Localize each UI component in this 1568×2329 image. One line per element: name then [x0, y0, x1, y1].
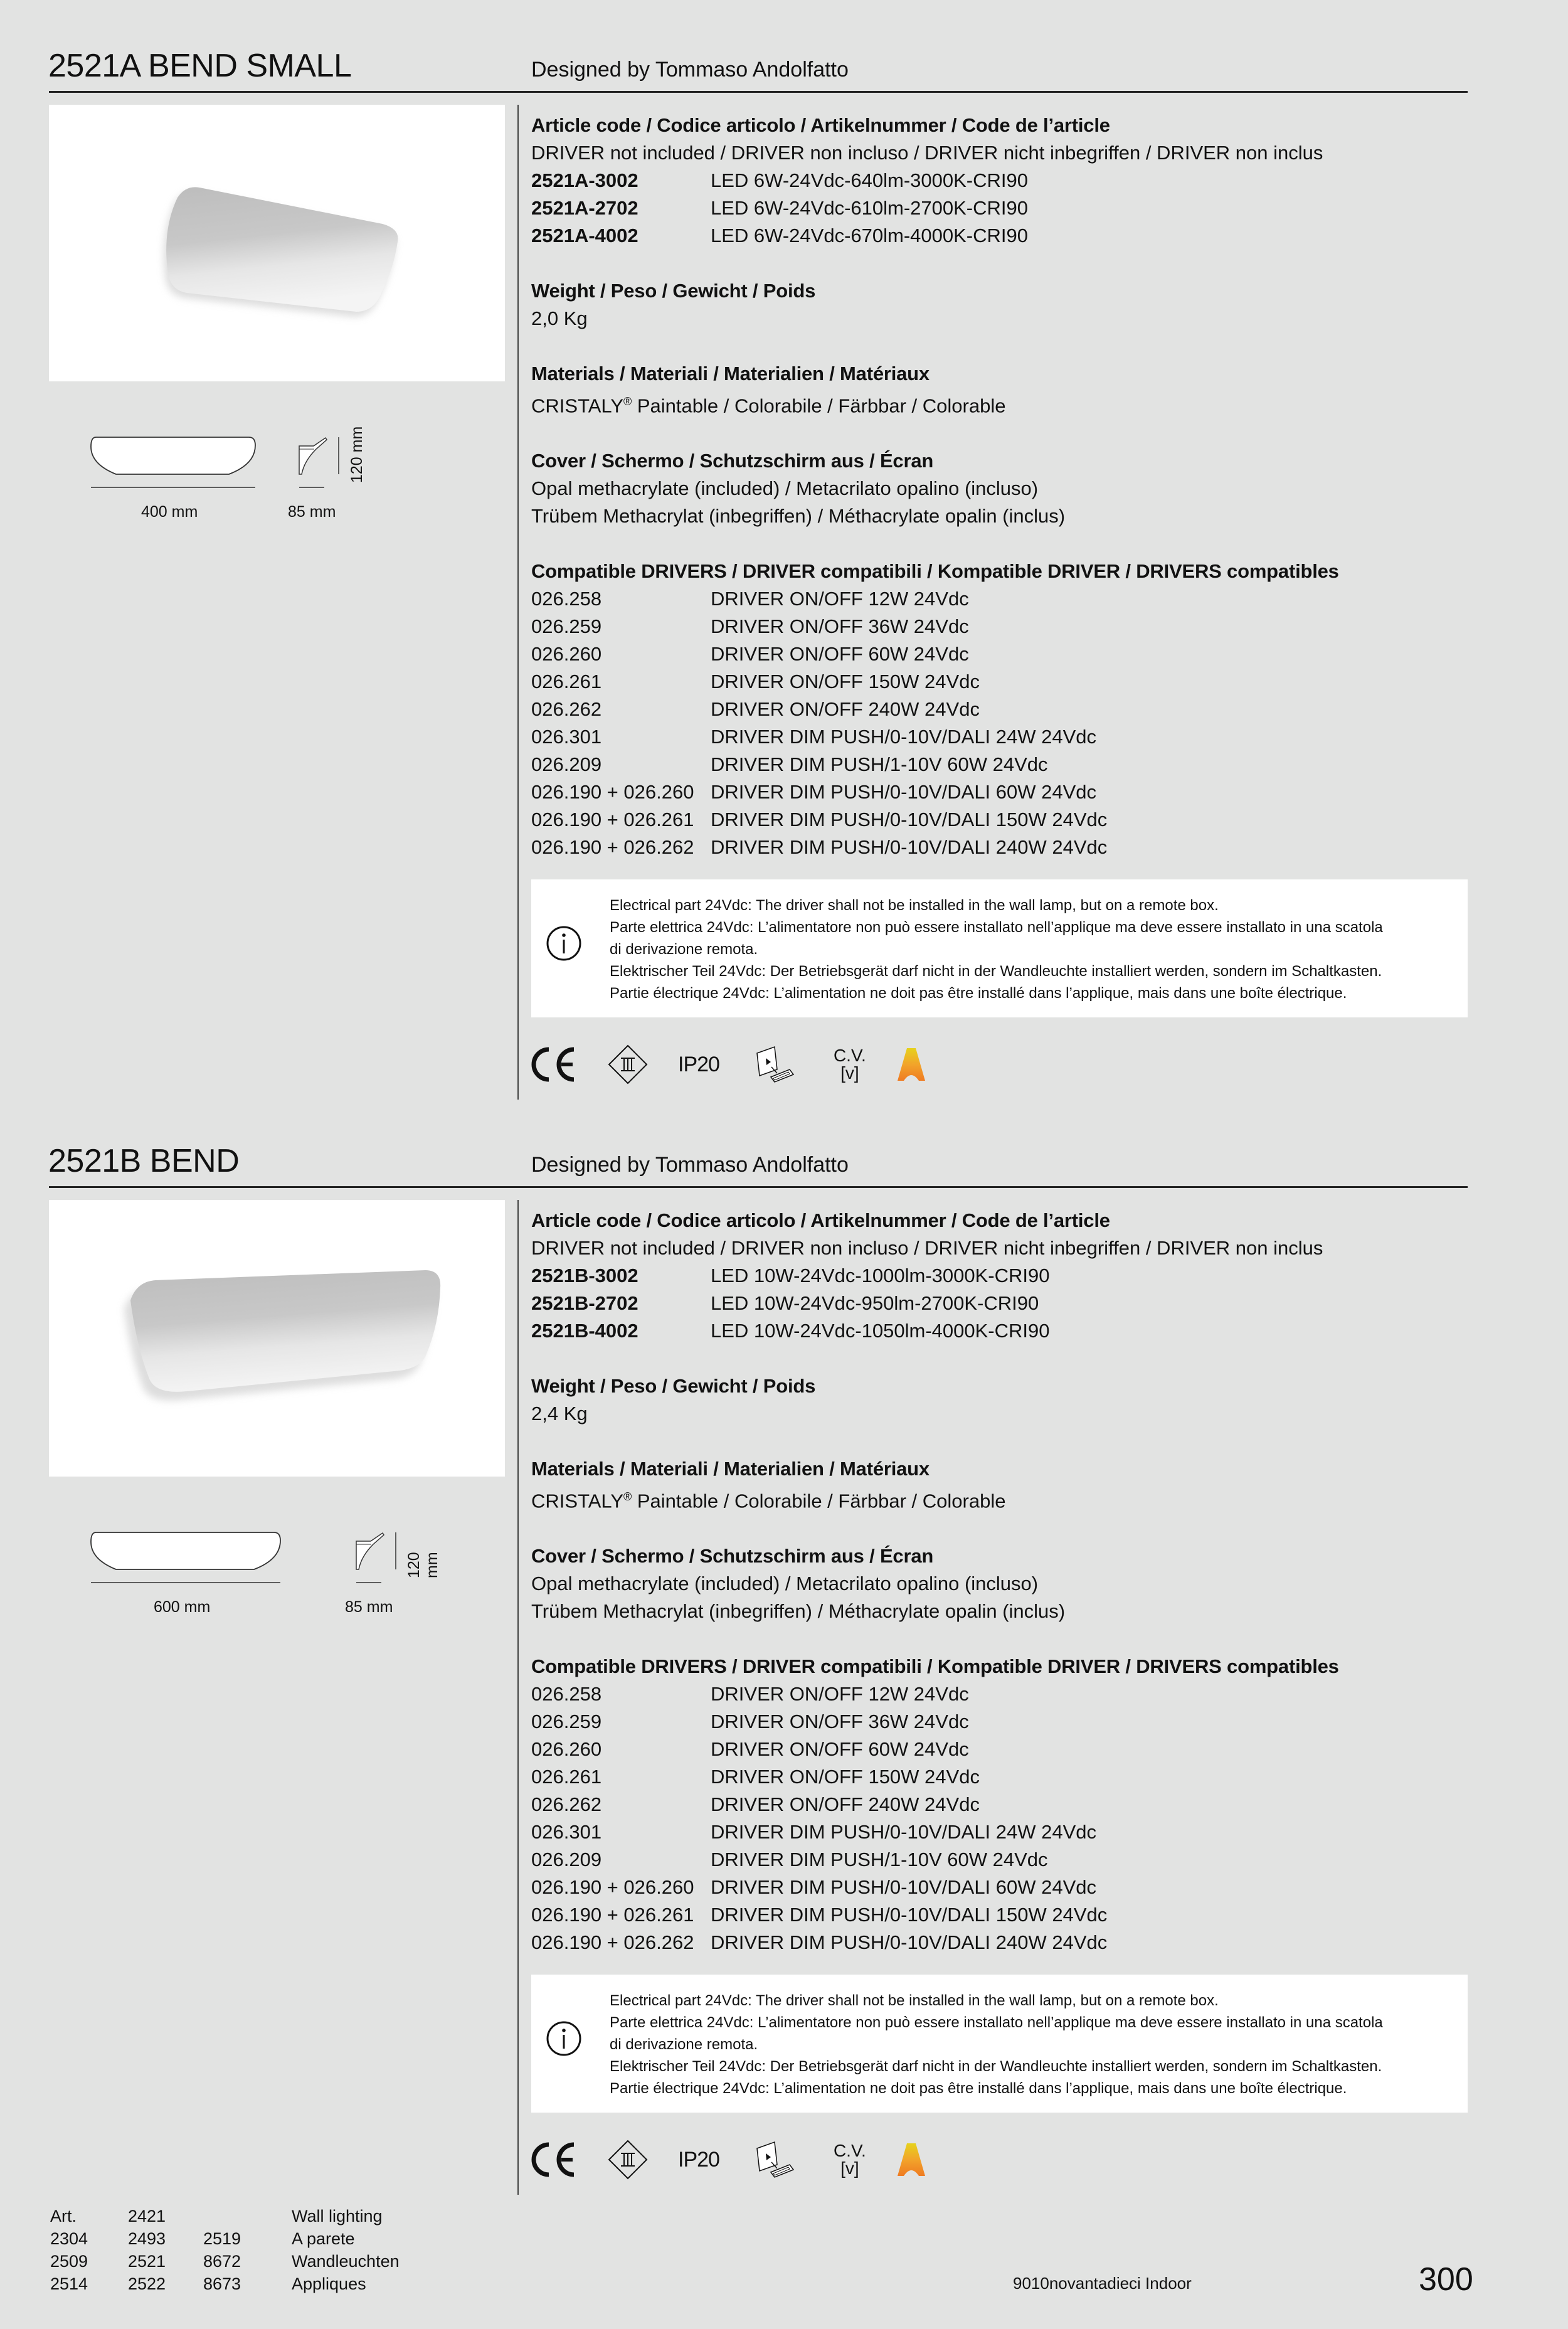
info-text [610, 894, 1481, 1004]
lamp-image [49, 1200, 505, 1477]
driver-code: 026.190 + 026.262 [531, 836, 694, 859]
driver-row [531, 613, 1459, 640]
info-line: Partie électrique 24Vdc: L’alimentation ne doit pas être installé dans l’applique, mais dans une boîte électrique. [610, 985, 1347, 1002]
article-row [531, 167, 1459, 194]
front-outline [91, 437, 255, 474]
catalog-name: 9010novantadieci Indoor [1013, 2274, 1192, 2293]
info-line: Elektrischer Teil 24Vdc: Der Betriebsgerät darf nicht in der Wandleuchte installiert werden, sondern im Schaltkasten. [610, 2058, 1382, 2075]
driver-code: 026.260 [531, 1738, 602, 1761]
remote-driver-icon [755, 2140, 796, 2180]
driver-code: 026.260 [531, 643, 602, 666]
driver-code: 026.190 + 026.262 [531, 1931, 694, 1954]
driver-row [531, 640, 1459, 668]
ip-rating: IP20 [678, 1052, 719, 1076]
driver-description: DRIVER ON/OFF 36W 24Vdc [711, 615, 969, 638]
driver-code: 026.262 [531, 698, 602, 721]
driver-row [531, 1708, 1459, 1736]
driver-code: 026.261 [531, 671, 602, 693]
driver-row [531, 806, 1459, 834]
driver-description: DRIVER DIM PUSH/0-10V/DALI 60W 24Vdc [711, 781, 1097, 804]
footer-index [50, 2205, 442, 2295]
driver-row [531, 585, 1459, 613]
article-index-number: 8673 [203, 2274, 241, 2293]
driver-row [531, 1818, 1459, 1846]
info-line: Electrical part 24Vdc: The driver shall not be installed in the wall lamp, but on a remote box. [610, 897, 1219, 914]
info-icon [545, 925, 583, 962]
article-index-number: 2509 [50, 2252, 88, 2271]
cover-line: Opal methacrylate (included) / Metacrilato opalino (incluso) [531, 477, 1039, 500]
article-index-number [203, 2205, 292, 2227]
constant-voltage-label: C.V. [v] [833, 2141, 866, 2178]
driver-code: 026.259 [531, 1711, 602, 1733]
class-iii-icon [608, 1044, 648, 1085]
driver-code: 026.209 [531, 1849, 602, 1871]
product-photo [49, 105, 505, 381]
info-line: Partie électrique 24Vdc: L’alimentation ne doit pas être installé dans l’applique, mais dans une boîte électrique. [610, 2080, 1347, 2097]
article-heading: Article code / Codice articolo / Artikelnummer / Code de l’article [531, 1209, 1110, 1231]
product-title: 2521A BEND SMALL [48, 48, 352, 84]
driver-row [531, 834, 1459, 861]
product-photo [49, 1200, 505, 1477]
dimension-width: 600 mm [154, 1598, 211, 1616]
weight-heading: Weight / Peso / Gewicht / Poids [531, 280, 816, 302]
driver-code: 026.259 [531, 615, 602, 638]
info-line: Elektrischer Teil 24Vdc: Der Betriebsgerät darf nicht in der Wandleuchte installiert werden, sondern im Schaltkasten. [610, 963, 1382, 980]
driver-description: DRIVER ON/OFF 150W 24Vdc [711, 671, 980, 693]
cover-list [531, 475, 1459, 530]
class-iii-icon [608, 2140, 648, 2180]
article-index-number: 2304 [50, 2229, 88, 2248]
article-description: LED 6W-24Vdc-610lm-2700K-CRI90 [711, 197, 1028, 219]
materials-heading: Materials / Materiali / Materialien / Matériaux [531, 363, 930, 385]
article-description: LED 10W-24Vdc-950lm-2700K-CRI90 [711, 1292, 1039, 1314]
article-code: 2521A-4002 [531, 225, 638, 247]
spec-column [531, 112, 1459, 861]
category-label: Wall lighting [292, 2207, 383, 2226]
article-row [531, 1262, 1459, 1290]
driver-code: 026.301 [531, 1821, 602, 1844]
driver-note: DRIVER not included / DRIVER non incluso / DRIVER nicht inbegriffen / DRIVER non inclus [531, 1237, 1323, 1259]
ce-mark-icon [530, 1047, 578, 1082]
category-label: A parete [292, 2229, 355, 2248]
article-index-number: 2522 [128, 2274, 166, 2293]
driver-code: 026.261 [531, 1766, 602, 1788]
article-heading: Article code / Codice articolo / Artikelnummer / Code de l’article [531, 114, 1110, 136]
driver-row [531, 751, 1459, 778]
driver-description: DRIVER DIM PUSH/1-10V 60W 24Vdc [711, 753, 1048, 776]
header-rule [49, 91, 1468, 93]
article-description: LED 6W-24Vdc-640lm-3000K-CRI90 [711, 169, 1028, 191]
info-line: Parte elettrica 24Vdc: L’alimentatore non può essere installato nell’applique ma deve essere installato in una scatola [610, 919, 1383, 936]
article-index-number: 2421 [128, 2207, 166, 2226]
category-label: Wandleuchten [292, 2252, 400, 2271]
driver-code: 026.258 [531, 1683, 602, 1706]
driver-description: DRIVER ON/OFF 60W 24Vdc [711, 1738, 969, 1761]
cover-list [531, 1570, 1459, 1625]
weight-value: 2,0 Kg [531, 307, 588, 329]
article-list [531, 167, 1459, 250]
info-line: Electrical part 24Vdc: The driver shall not be installed in the wall lamp, but on a remote box. [610, 1992, 1219, 2009]
materials-value: CRISTALY® Paintable / Colorabile / Färbbar / Colorable [531, 395, 1006, 417]
info-icon [545, 2020, 583, 2057]
column-divider [517, 105, 519, 1100]
article-description: LED 10W-24Vdc-1050lm-4000K-CRI90 [711, 1320, 1050, 1342]
article-index-number: 2521 [128, 2252, 166, 2271]
article-code: 2521A-2702 [531, 197, 638, 219]
article-code: 2521B-4002 [531, 1320, 638, 1342]
driver-code: 026.262 [531, 1793, 602, 1816]
article-row [531, 222, 1459, 250]
product-title: 2521B BEND [48, 1143, 240, 1179]
article-row [531, 1290, 1459, 1317]
ip-rating: IP20 [678, 2147, 719, 2172]
article-index-number: 8672 [203, 2252, 241, 2271]
energy-label-icon [896, 1047, 926, 1082]
dimension-height: 120 mm [405, 1552, 441, 1578]
driver-description: DRIVER ON/OFF 12W 24Vdc [711, 588, 969, 610]
remote-driver-icon [755, 1044, 796, 1085]
side-profile [299, 438, 327, 474]
lamp-body [166, 187, 398, 312]
weight-value: 2,4 Kg [531, 1403, 588, 1424]
certification-icons [530, 2138, 961, 2182]
spec-column [531, 1207, 1459, 1956]
driver-list [531, 585, 1459, 861]
driver-description: DRIVER ON/OFF 60W 24Vdc [711, 643, 969, 666]
dimension-height: 120 mm [348, 426, 366, 483]
driver-row [531, 668, 1459, 696]
driver-code: 026.190 + 026.261 [531, 809, 694, 831]
driver-description: DRIVER ON/OFF 150W 24Vdc [711, 1766, 980, 1788]
driver-code: 026.209 [531, 753, 602, 776]
article-row [531, 1317, 1459, 1345]
driver-description: DRIVER DIM PUSH/0-10V/DALI 240W 24Vdc [711, 836, 1108, 859]
driver-row [531, 1846, 1459, 1874]
driver-note: DRIVER not included / DRIVER non incluso / DRIVER nicht inbegriffen / DRIVER non inclus [531, 142, 1323, 164]
article-index-number: 2493 [128, 2229, 166, 2248]
dimension-drawing [38, 401, 414, 539]
driver-code: 026.190 + 026.261 [531, 1904, 694, 1926]
driver-code: 026.258 [531, 588, 602, 610]
driver-description: DRIVER ON/OFF 240W 24Vdc [711, 1793, 980, 1816]
column-divider [517, 1200, 519, 2195]
info-line: di derivazione remota. [610, 941, 758, 958]
driver-row [531, 1929, 1459, 1956]
driver-code: 026.190 + 026.260 [531, 1876, 694, 1899]
info-line: di derivazione remota. [610, 2036, 758, 2053]
driver-description: DRIVER DIM PUSH/0-10V/DALI 150W 24Vdc [711, 1904, 1108, 1926]
driver-description: DRIVER DIM PUSH/0-10V/DALI 240W 24Vdc [711, 1931, 1108, 1954]
cover-line: Trübem Methacrylat (inbegriffen) / Méthacrylate opalin (inclus) [531, 1600, 1066, 1623]
article-code: 2521B-2702 [531, 1292, 638, 1314]
driver-row [531, 723, 1459, 751]
header-rule [49, 1186, 1468, 1188]
info-line: Parte elettrica 24Vdc: L’alimentatore non può essere installato nell’applique ma deve essere installato in una scatola [610, 2014, 1383, 2031]
article-code: 2521B-3002 [531, 1265, 638, 1287]
ce-mark-icon [530, 2142, 578, 2177]
materials-heading: Materials / Materiali / Materialien / Matériaux [531, 1458, 930, 1480]
driver-row [531, 1680, 1459, 1708]
article-index-number: Art. [50, 2207, 77, 2226]
info-text [610, 1990, 1481, 2099]
article-code: 2521A-3002 [531, 169, 638, 191]
category-label: Appliques [292, 2274, 366, 2293]
cover-heading: Cover / Schermo / Schutzschirm aus / Écran [531, 1545, 934, 1568]
designer-credit: Designed by Tommaso Andolfatto [531, 1153, 849, 1177]
dimension-depth: 85 mm [288, 503, 336, 521]
article-index-number: 2519 [203, 2229, 241, 2248]
article-list [531, 1262, 1459, 1345]
article-description: LED 10W-24Vdc-1000lm-3000K-CRI90 [711, 1265, 1050, 1287]
driver-description: DRIVER ON/OFF 12W 24Vdc [711, 1683, 969, 1706]
driver-list [531, 1680, 1459, 1956]
driver-description: DRIVER ON/OFF 240W 24Vdc [711, 698, 980, 721]
driver-row [531, 1791, 1459, 1818]
driver-row [531, 778, 1459, 806]
electrical-info-box [531, 879, 1468, 1017]
driver-description: DRIVER DIM PUSH/1-10V 60W 24Vdc [711, 1849, 1048, 1871]
drivers-heading: Compatible DRIVERS / DRIVER compatibili / Kompatible DRIVER / DRIVERS compatibles [531, 560, 1339, 583]
dimension-depth: 85 mm [345, 1598, 393, 1616]
driver-row [531, 1763, 1459, 1791]
page-number: 300 [1419, 2261, 1473, 2298]
energy-label-icon [896, 2142, 926, 2177]
driver-code: 026.190 + 026.260 [531, 781, 694, 804]
cover-line: Opal methacrylate (included) / Metacrilato opalino (incluso) [531, 1573, 1039, 1595]
front-outline [91, 1532, 280, 1569]
driver-description: DRIVER DIM PUSH/0-10V/DALI 150W 24Vdc [711, 809, 1108, 831]
driver-row [531, 1736, 1459, 1763]
designer-credit: Designed by Tommaso Andolfatto [531, 58, 849, 82]
side-profile [356, 1533, 384, 1569]
driver-row [531, 696, 1459, 723]
cover-heading: Cover / Schermo / Schutzschirm aus / Écran [531, 450, 934, 472]
driver-description: DRIVER DIM PUSH/0-10V/DALI 24W 24Vdc [711, 1821, 1097, 1844]
lamp-image [49, 105, 505, 381]
article-index-number: 2514 [50, 2274, 88, 2293]
cover-line: Trübem Methacrylat (inbegriffen) / Méthacrylate opalin (inclus) [531, 505, 1066, 528]
driver-row [531, 1874, 1459, 1901]
constant-voltage-label: C.V. [v] [833, 1046, 866, 1083]
driver-description: DRIVER ON/OFF 36W 24Vdc [711, 1711, 969, 1733]
driver-row [531, 1901, 1459, 1929]
materials-value: CRISTALY® Paintable / Colorabile / Färbbar / Colorable [531, 1490, 1006, 1512]
driver-description: DRIVER DIM PUSH/0-10V/DALI 24W 24Vdc [711, 726, 1097, 748]
weight-heading: Weight / Peso / Gewicht / Poids [531, 1375, 816, 1397]
driver-code: 026.301 [531, 726, 602, 748]
dimension-drawing [38, 1497, 441, 1635]
article-description: LED 6W-24Vdc-670lm-4000K-CRI90 [711, 225, 1028, 247]
article-row [531, 194, 1459, 222]
certification-icons [530, 1042, 961, 1086]
dimension-width: 400 mm [141, 503, 198, 521]
drivers-heading: Compatible DRIVERS / DRIVER compatibili / Kompatible DRIVER / DRIVERS compatibles [531, 1655, 1339, 1678]
driver-description: DRIVER DIM PUSH/0-10V/DALI 60W 24Vdc [711, 1876, 1097, 1899]
electrical-info-box [531, 1975, 1468, 2113]
